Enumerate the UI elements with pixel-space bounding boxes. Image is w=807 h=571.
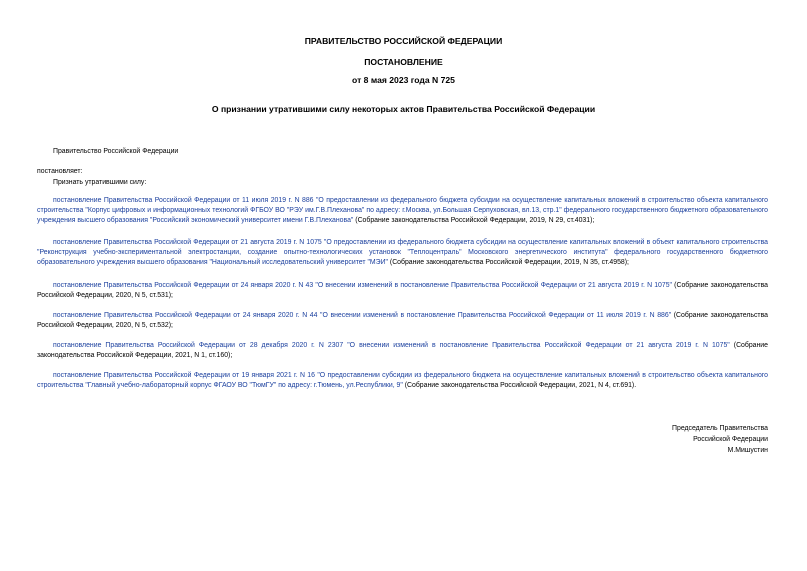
repealed-act-item xyxy=(37,196,768,226)
repealed-act-item xyxy=(37,371,768,391)
act-source: (Собрание законодательства Российской Федерации, 2019, N 29, ст.4031); xyxy=(353,217,595,224)
act-link[interactable]: постановление Правительства Российской Федерации от 11 июля 2019 г. N 886 "О предоставлении из федерального бюджета субсидии на осуществление капитальных вложений в строительство объекта капитального строительства "Корпус цифровых и информационных технологий ФГБОУ ВО "РЭУ им.Г.В.Плеханова" по адресу: г.Москва, ул.Большая Серпуховская, вл.13, стр.1" федерального государственного бюджетного образовательного учреждения высшего образования "Российский экономический университет имени Г.В.Плеханова" xyxy=(37,197,768,224)
document-type-heading: ПОСТАНОВЛЕНИЕ xyxy=(364,57,443,67)
government-heading: ПРАВИТЕЛЬСТВО РОССИЙСКОЙ ФЕДЕРАЦИИ xyxy=(304,36,503,46)
repealed-act-item xyxy=(37,341,768,361)
act-link[interactable]: постановление Правительства Российской Федерации от 21 августа 2019 г. N 1075 "О предоставлении из федерального бюджета субсидии на осуществление капитальных вложений в объект капитального строительства "Реконструкция учебно-экспериментальной электростанции, создание опытно-технологических установок "Теплоцентраль" Московского энергетического института" федерального государственного бюджетного образовательного учреждения высшего образования "Национальный исследовательский университет "МЭИ" xyxy=(37,239,768,266)
act-source: (Собрание законодательства Российской Федерации, 2021, N 4, ст.691). xyxy=(402,382,637,389)
signatory-name: М.Мишустин xyxy=(727,447,768,454)
act-source: (Собрание законодательства Российской Федерации, 2020, N 5, ст.532); xyxy=(37,312,768,329)
resolves-clause: постановляет: xyxy=(37,168,83,175)
repealed-act-item xyxy=(37,238,768,268)
act-link[interactable]: постановление Правительства Российской Федерации от 24 января 2020 г. N 43 "О внесении изменений в постановление Правительства Российской Федерации от 21 августа 2019 г. N 1075" xyxy=(53,282,672,289)
act-link[interactable]: постановление Правительства Российской Федерации от 24 января 2020 г. N 44 "О внесении изменений в постановление Правительства Российской Федерации от 11 июля 2019 г. N 886" xyxy=(53,312,672,319)
signatory-organization: Российской Федерации xyxy=(693,436,768,443)
repealed-act-item xyxy=(37,311,768,331)
document-date-number: от 8 мая 2023 года N 725 xyxy=(352,75,455,85)
act-source: (Собрание законодательства Российской Федерации, 2019, N 35, ст.4958); xyxy=(388,259,629,266)
repealed-act-item xyxy=(37,281,768,301)
act-link[interactable]: постановление Правительства Российской Федерации от 28 декабря 2020 г. N 2307 "О внесении изменений в постановление Правительства Российской Федерации от 21 августа 2019 г. N 1075" xyxy=(53,342,730,349)
issuing-body: Правительство Российской Федерации xyxy=(53,148,179,155)
recognize-invalid-clause: Признать утратившими силу: xyxy=(53,179,147,186)
act-link[interactable]: постановление Правительства Российской Федерации от 19 января 2021 г. N 16 "О предоставлении субсидии из федерального бюджета на осуществление капитальных вложений в строительство объекта капитального строительства "Главный учебно-лабораторный корпус ФГАОУ ВО "ТюмГУ" по адресу: г.Тюмень, ул.Республики, 9" xyxy=(37,372,768,389)
document-title: О признании утратившими силу некоторых актов Правительства Российской Федерации xyxy=(211,104,596,114)
act-source: (Собрание законодательства Российской Федерации, 2020, N 5, ст.531); xyxy=(37,282,768,299)
act-source: (Собрание законодательства Российской Федерации, 2021, N 1, ст.160); xyxy=(37,342,768,359)
signatory-title: Председатель Правительства xyxy=(672,425,768,432)
